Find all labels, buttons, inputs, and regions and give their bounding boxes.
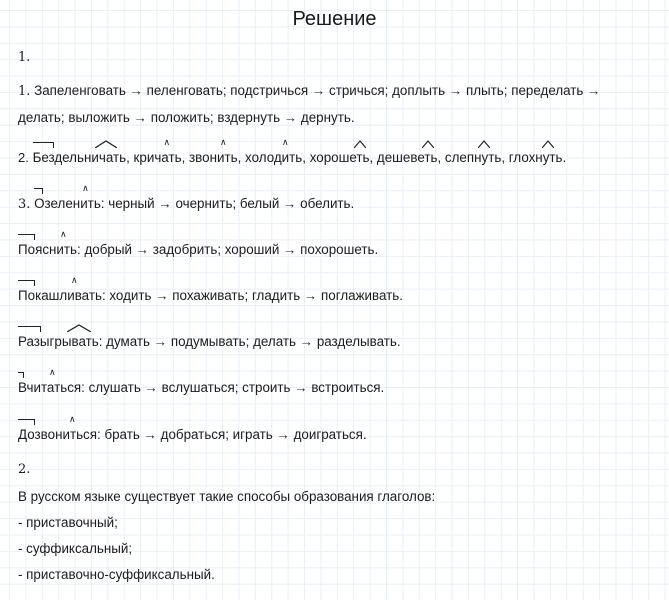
page-title: Решение [292, 8, 377, 30]
task-2-line: 2. Бездельничать, ∧ кричать, ∧ звонить, ∧ холодить, хорошеть, дешеветь, слепнуть, глохнуть. [18, 138, 567, 165]
task-1-text-1: Запеленговать → пеленговать; подстричься → стричься; доплыть → плыть; переделать → [34, 83, 601, 98]
word-razygryvat: Разыгрывать [18, 334, 99, 350]
word-desheveet: дешеветь [377, 150, 438, 166]
prefix-mark-icon [34, 188, 43, 194]
word-vchitatsya: ∧ Вчитаться [18, 368, 82, 395]
suffix-arch-icon [542, 140, 554, 148]
prefix-mark-icon [18, 326, 41, 332]
suffix-arch-icon [67, 324, 91, 332]
suffix-arch-icon [478, 140, 490, 148]
section-1-number: 1. [18, 50, 31, 65]
word-kholodit: ∧ холодить [245, 138, 303, 165]
prefix-mark-icon [18, 372, 24, 378]
task-3-entry-5: ∧ Вчитаться: слушать → вслушаться; строить → встроиться. [18, 368, 385, 395]
word-bezdelnichat: Бездельничать [33, 150, 127, 166]
suffix-caret-icon: ∧ [282, 138, 289, 148]
suffix-arch-icon [354, 140, 366, 148]
word-ozelenit: ∧ Озеленить [34, 184, 101, 211]
word-zvonit: ∧ звонить [189, 138, 238, 165]
word-poyasnit: ∧ Пояснить [18, 230, 78, 257]
prefix-mark-icon [33, 142, 54, 148]
suffix-arch-icon [95, 140, 117, 148]
task-3-entry-3: ∧ Покашливать: ходить → похаживать; гладить → поглаживать. [18, 276, 403, 303]
prefix-mark-icon [18, 234, 35, 240]
suffix-caret-icon: ∧ [82, 184, 89, 194]
word-dozvonitsya: ∧ Дозвониться [18, 415, 97, 442]
section-2-intro: В русском языке существует такие способы образования глаголов: [18, 489, 436, 504]
section-2-number: 2. [18, 462, 31, 477]
task-3-number: 3. [18, 197, 31, 212]
suffix-caret-icon: ∧ [49, 368, 56, 378]
task-2-number: 2. [18, 150, 29, 165]
task-3-entry-1: 3. ∧ Озеленить: черный → очернить; белый → обелить. [18, 184, 355, 212]
list-item: - приставочный; [18, 515, 118, 530]
task-3-entry-4: Разыгрывать: думать → подумывать; делать → разделывать. [18, 334, 401, 350]
suffix-arch-icon [422, 140, 434, 148]
suffix-caret-icon: ∧ [71, 276, 78, 286]
suffix-caret-icon: ∧ [163, 138, 171, 148]
prefix-mark-icon [18, 419, 35, 425]
task-1-text-2: делать; выложить → положить; вздернуть → дернуть. [18, 110, 355, 125]
word-glokhnut: глохнуть [509, 150, 563, 166]
task-1-line-2 [18, 110, 355, 126]
task-1-number: 1. [18, 84, 31, 99]
task-3-entry-2: ∧ Пояснить: добрый → задобрить; хороший → похорошеть. [18, 230, 379, 257]
list-item: - приставочно-суффиксальный. [18, 567, 215, 582]
list-item: - суффиксальный; [18, 541, 133, 556]
suffix-caret-icon: ∧ [60, 230, 67, 240]
task-3-entry-6: ∧ Дозвониться: брать → добраться; играть → доиграться. [18, 415, 367, 442]
word-krichat: ∧ кричать [133, 138, 182, 165]
word-slepnut: слепнуть [445, 150, 501, 166]
suffix-caret-icon: ∧ [69, 415, 76, 425]
task-1-line-1 [18, 83, 601, 100]
prefix-mark-icon [18, 280, 35, 286]
word-pokashlivat: ∧ Покашливать [18, 276, 102, 303]
suffix-caret-icon: ∧ [220, 138, 227, 148]
word-khoroshet: хорошеть [310, 150, 370, 166]
